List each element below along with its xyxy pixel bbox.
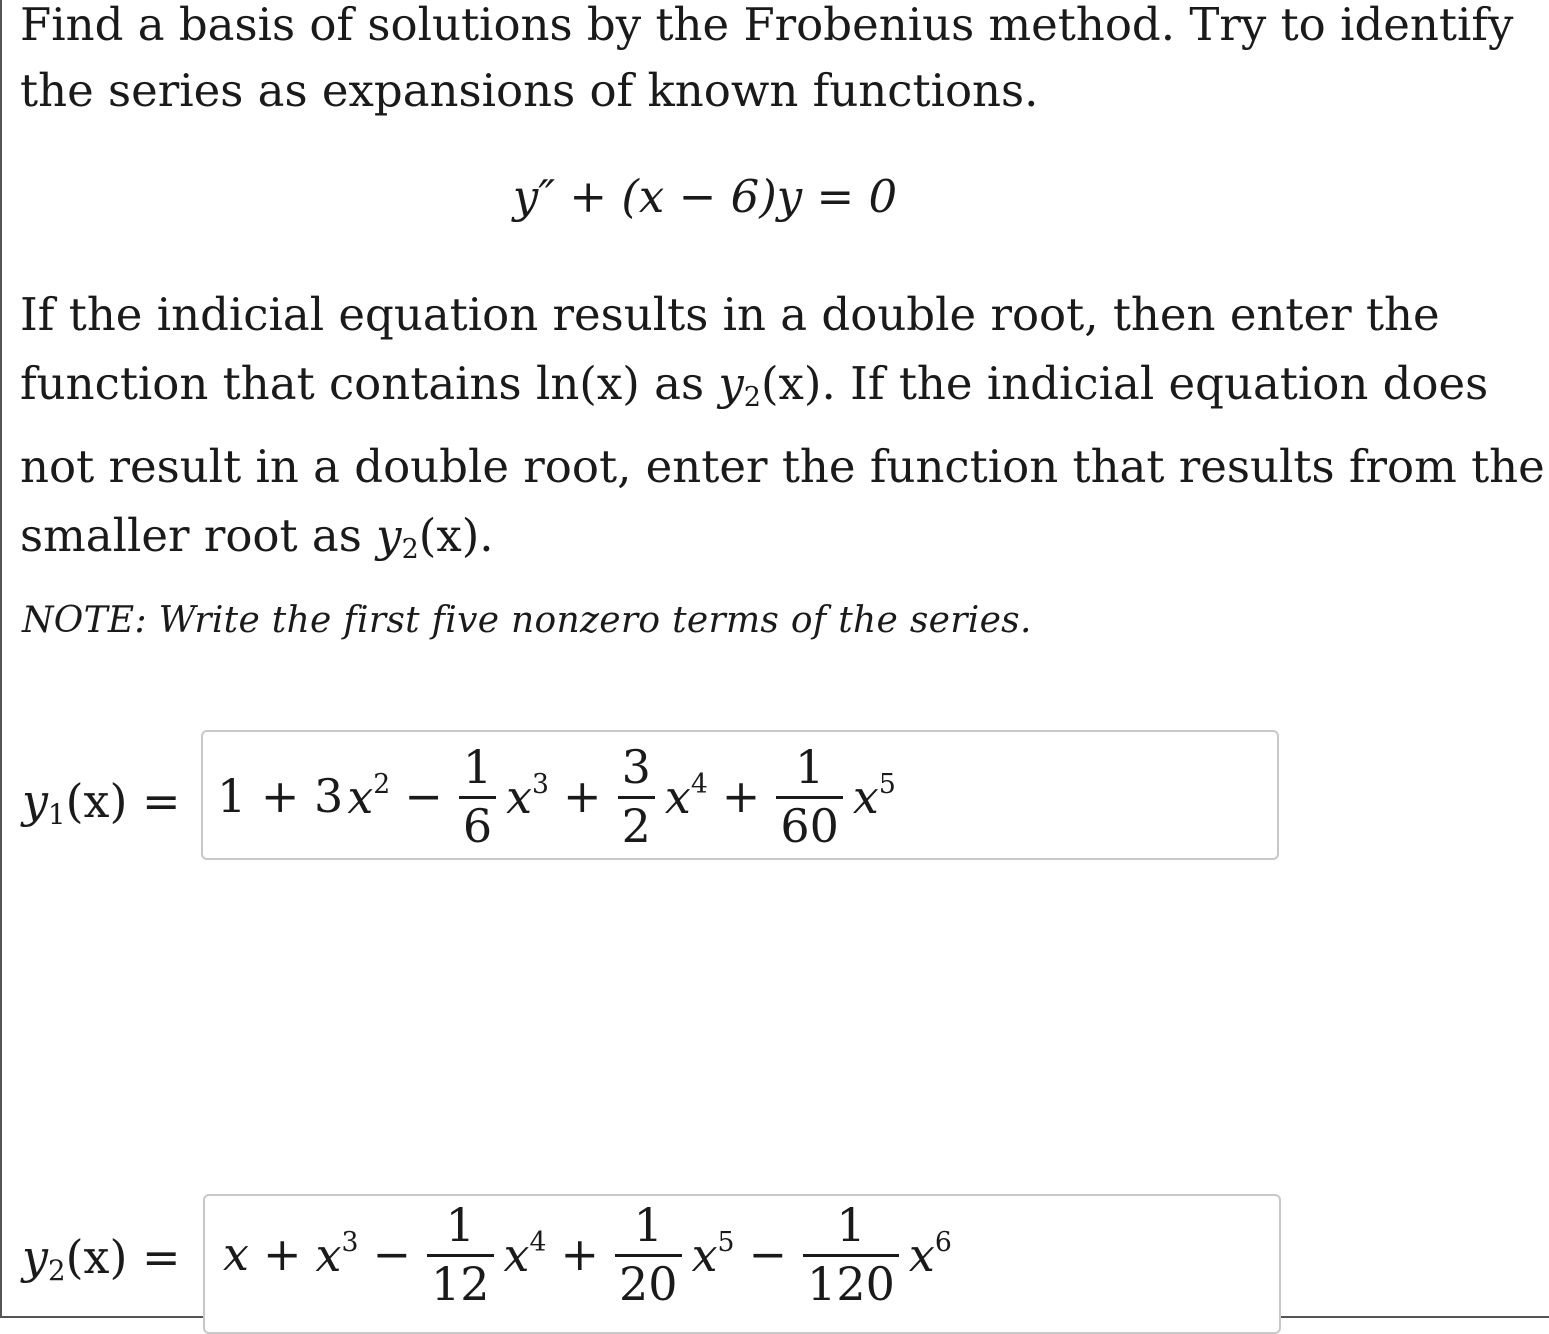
- operator: +: [721, 769, 761, 823]
- answer-input-y2[interactable]: [203, 1194, 1281, 1334]
- answer-label-y2: [22, 1230, 181, 1287]
- differential-equation: [0, 170, 1410, 223]
- answer-label-y1: [22, 774, 181, 831]
- y2-symbol: y: [718, 357, 744, 410]
- operator: −: [372, 1227, 411, 1281]
- operator: +: [563, 769, 602, 823]
- fraction-denominator: 12: [430, 1256, 490, 1311]
- fraction-denominator: 2: [621, 798, 651, 853]
- instructions-part3: . If the indicial equation does not result in a double root, enter the function that results from the smaller root as: [20, 357, 1545, 562]
- term-const: 1 + 3: [217, 769, 344, 823]
- term-exp: 4: [690, 768, 708, 800]
- operator: +: [560, 1227, 600, 1281]
- term-var: x: [223, 1227, 249, 1281]
- label-var: y: [22, 1230, 48, 1284]
- fraction: [780, 739, 839, 853]
- fraction-denominator: 120: [807, 1256, 895, 1311]
- instructions: [20, 280, 1545, 584]
- term-exp: 4: [529, 1226, 547, 1258]
- fraction-numerator: 1: [794, 739, 825, 794]
- term-exp: 6: [934, 1226, 952, 1258]
- term-exp: 2: [373, 768, 391, 800]
- fraction: [621, 739, 651, 853]
- operator: −: [748, 1227, 788, 1281]
- answer-row-y2: [0, 1194, 1549, 1334]
- fraction-numerator: 1: [462, 739, 493, 794]
- term-exp: 5: [717, 1226, 735, 1258]
- y2-argument: (x): [760, 357, 822, 410]
- fraction: [462, 739, 493, 853]
- answer-expression-y1: [217, 740, 900, 852]
- y2-symbol-2: y: [376, 508, 402, 562]
- operator: +: [262, 1227, 302, 1281]
- instructions-part2: as: [654, 357, 705, 410]
- note-text: NOTE: Write the first five nonzero terms of the series.: [22, 600, 1032, 641]
- operator: −: [404, 769, 443, 823]
- fraction-numerator: 1: [445, 1197, 475, 1252]
- fraction: [430, 1197, 490, 1311]
- term-var: x: [315, 1227, 342, 1282]
- y2-argument-2: (x): [418, 508, 480, 562]
- y2-subscript: 2: [743, 381, 761, 413]
- label-arg: (x) =: [65, 1230, 181, 1284]
- fraction: [807, 1197, 895, 1311]
- problem-intro: Find a basis of solutions by the Frobenius method. Try to identify the series as expansions of known functions.: [20, 0, 1514, 117]
- term-var: x: [691, 1227, 718, 1282]
- term-exp: 3: [341, 1226, 359, 1258]
- label-arg: (x) =: [65, 774, 181, 828]
- term-exp: 3: [532, 768, 550, 800]
- label-var: y: [22, 774, 48, 828]
- label-sub: 1: [48, 797, 66, 831]
- term-var: x: [503, 1227, 530, 1282]
- fraction-numerator: 3: [621, 739, 651, 794]
- term-var: x: [347, 769, 374, 824]
- fraction-numerator: 1: [836, 1197, 866, 1252]
- term-exp: 5: [878, 768, 896, 800]
- term-var: x: [664, 769, 691, 824]
- answer-expression-y2: [219, 1198, 956, 1310]
- term-var: x: [852, 769, 879, 824]
- fraction-numerator: 1: [633, 1197, 663, 1252]
- fraction-denominator: 60: [780, 798, 839, 853]
- instructions-part1: If the indicial equation results in a double root, then enter the function that contains: [20, 288, 1440, 410]
- term-var: x: [908, 1227, 935, 1282]
- label-sub: 2: [48, 1253, 66, 1287]
- answer-input-y1[interactable]: [201, 730, 1279, 860]
- answer-row-y1: [0, 730, 1549, 870]
- equation-text: y″ + (x − 6)y = 0: [512, 170, 898, 223]
- fraction: [619, 1197, 678, 1311]
- y2-subscript-2: 2: [401, 533, 419, 565]
- fraction-denominator: 6: [462, 798, 493, 853]
- instructions-part4: .: [479, 508, 494, 562]
- ln-x: ln(x): [535, 357, 640, 410]
- term-var: x: [506, 769, 533, 824]
- fraction-denominator: 20: [619, 1256, 678, 1311]
